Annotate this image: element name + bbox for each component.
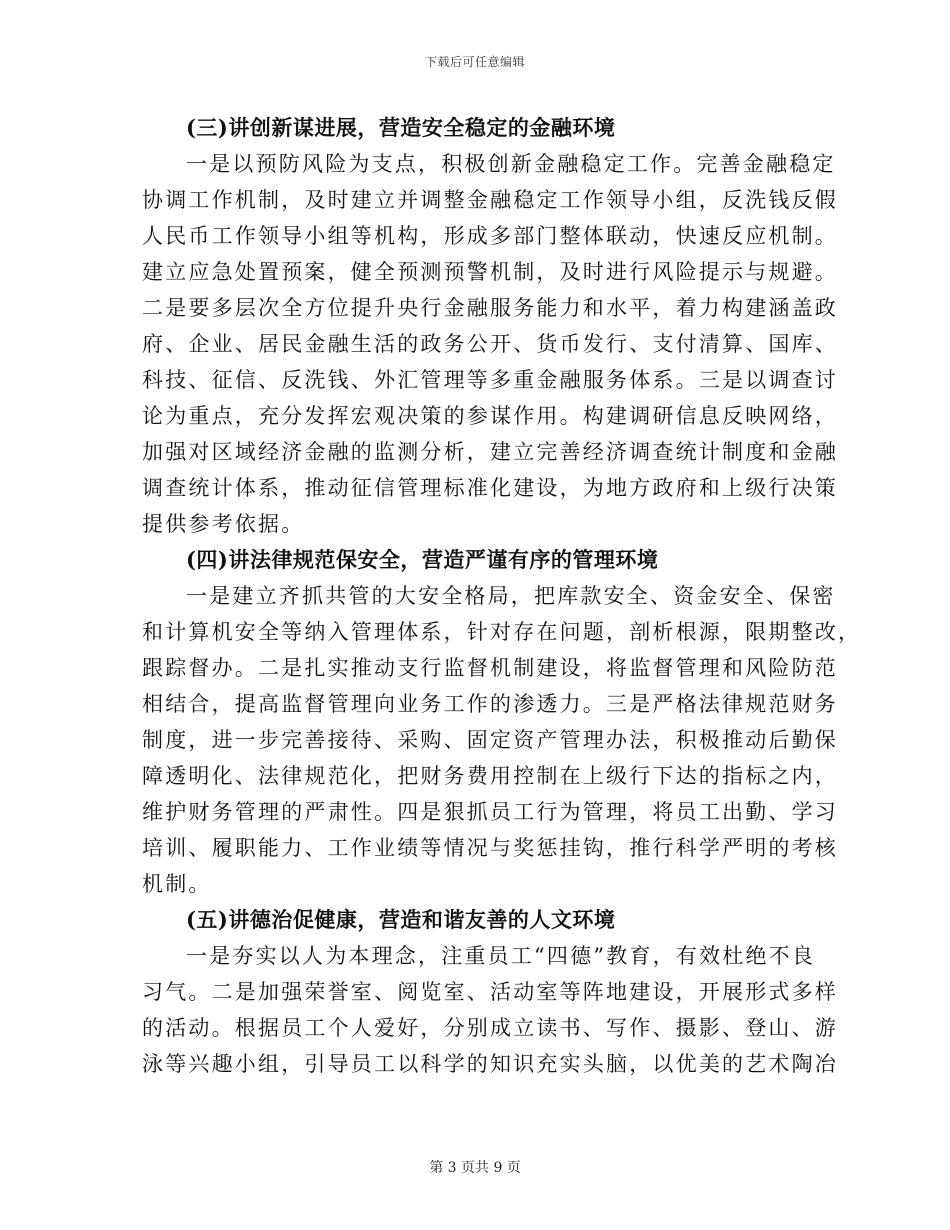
- paragraph-line: 论为重点，充分发挥宏观决策的参谋作用。构建调研信息反映网络，: [142, 404, 838, 428]
- paragraph-line: 一是建立齐抓共管的大安全格局，把库款安全、资金安全、保密: [186, 584, 836, 608]
- paragraph-line: 提供参考依据。: [142, 512, 305, 536]
- paragraph-line: 府、企业、居民金融生活的政务公开、货币发行、支付清算、国库、: [142, 332, 838, 356]
- paragraph-line: 机制。: [142, 872, 212, 896]
- paragraph-line: 相结合，提高监督管理向业务工作的渗透力。三是严格法律规范财务: [142, 692, 838, 716]
- paragraph-line: 二是要多层次全方位提升央行金融服务能力和水平，着力构建涵盖政: [142, 296, 838, 320]
- paragraph-line: 跟踪督办。二是扎实推动支行监督机制建设，将监督管理和风险防范: [142, 656, 838, 680]
- paragraph-line: 加强对区域经济金融的监测分析，建立完善经济调查统计制度和金融: [142, 440, 838, 464]
- section-paragraph: [142, 578, 862, 902]
- paragraph-line: 人民币工作领导小组等机构，形成多部门整体联动，快速反应机制。: [142, 224, 838, 248]
- paragraph-line: 培训、履职能力、工作业绩等情况与奖惩挂钩，推行科学严明的考核: [142, 836, 838, 860]
- section-heading: (五)讲德治促健康，营造和谐友善的人文环境: [186, 907, 616, 932]
- page-number-footer: 第 3 页共 9 页: [429, 1160, 521, 1176]
- paragraph-line: 科技、征信、反洗钱、外汇管理等多重金融服务体系。三是以调查讨: [142, 368, 838, 392]
- paragraph-line: 一是夯实以人为本理念，注重员工“四德”教育，有效杜绝不良: [186, 944, 816, 968]
- paragraph-line: 协调工作机制，及时建立并调整金融稳定工作领导小组，反洗钱反假: [142, 188, 838, 212]
- document-body: [142, 110, 862, 1082]
- section-heading: (三)讲创新谋进展，营造安全稳定的金融环境: [186, 115, 616, 140]
- paragraph-line: 制度，进一步完善接待、采购、固定资产管理办法，积极推动后勤保: [142, 728, 838, 752]
- paragraph-line: 的活动。根据员工个人爱好，分别成立读书、写作、摄影、登山、游: [142, 1016, 838, 1040]
- paragraph-line: 泳等兴趣小组，引导员工以科学的知识充实头脑，以优美的艺术陶冶: [142, 1052, 838, 1076]
- page-header: 下载后可任意编辑: [424, 55, 525, 69]
- paragraph-line: 习气。二是加强荣誉室、阅览室、活动室等阵地建设，开展形式多样: [142, 980, 838, 1004]
- section-paragraph: [142, 938, 838, 1082]
- paragraph-line: 调查统计体系，推动征信管理标准化建设，为地方政府和上级行决策: [142, 476, 838, 500]
- paragraph-line: 建立应急处置预案，健全预测预警机制，及时进行风险提示与规避。: [142, 260, 838, 284]
- paragraph-line: 一是以预防风险为支点，积极创新金融稳定工作。完善金融稳定: [186, 152, 836, 176]
- paragraph-line: 和计算机安全等纳入管理体系，针对存在问题，剖析根源，限期整改，: [142, 620, 862, 644]
- section-paragraph: [142, 146, 838, 542]
- section-heading: (四)讲法律规范保安全，营造严谨有序的管理环境: [186, 547, 659, 572]
- paragraph-line: 障透明化、法律规范化，把财务费用控制在上级行下达的指标之内，: [142, 764, 838, 788]
- paragraph-line: 维护财务管理的严肃性。四是狠抓员工行为管理，将员工出勤、学习: [142, 800, 838, 824]
